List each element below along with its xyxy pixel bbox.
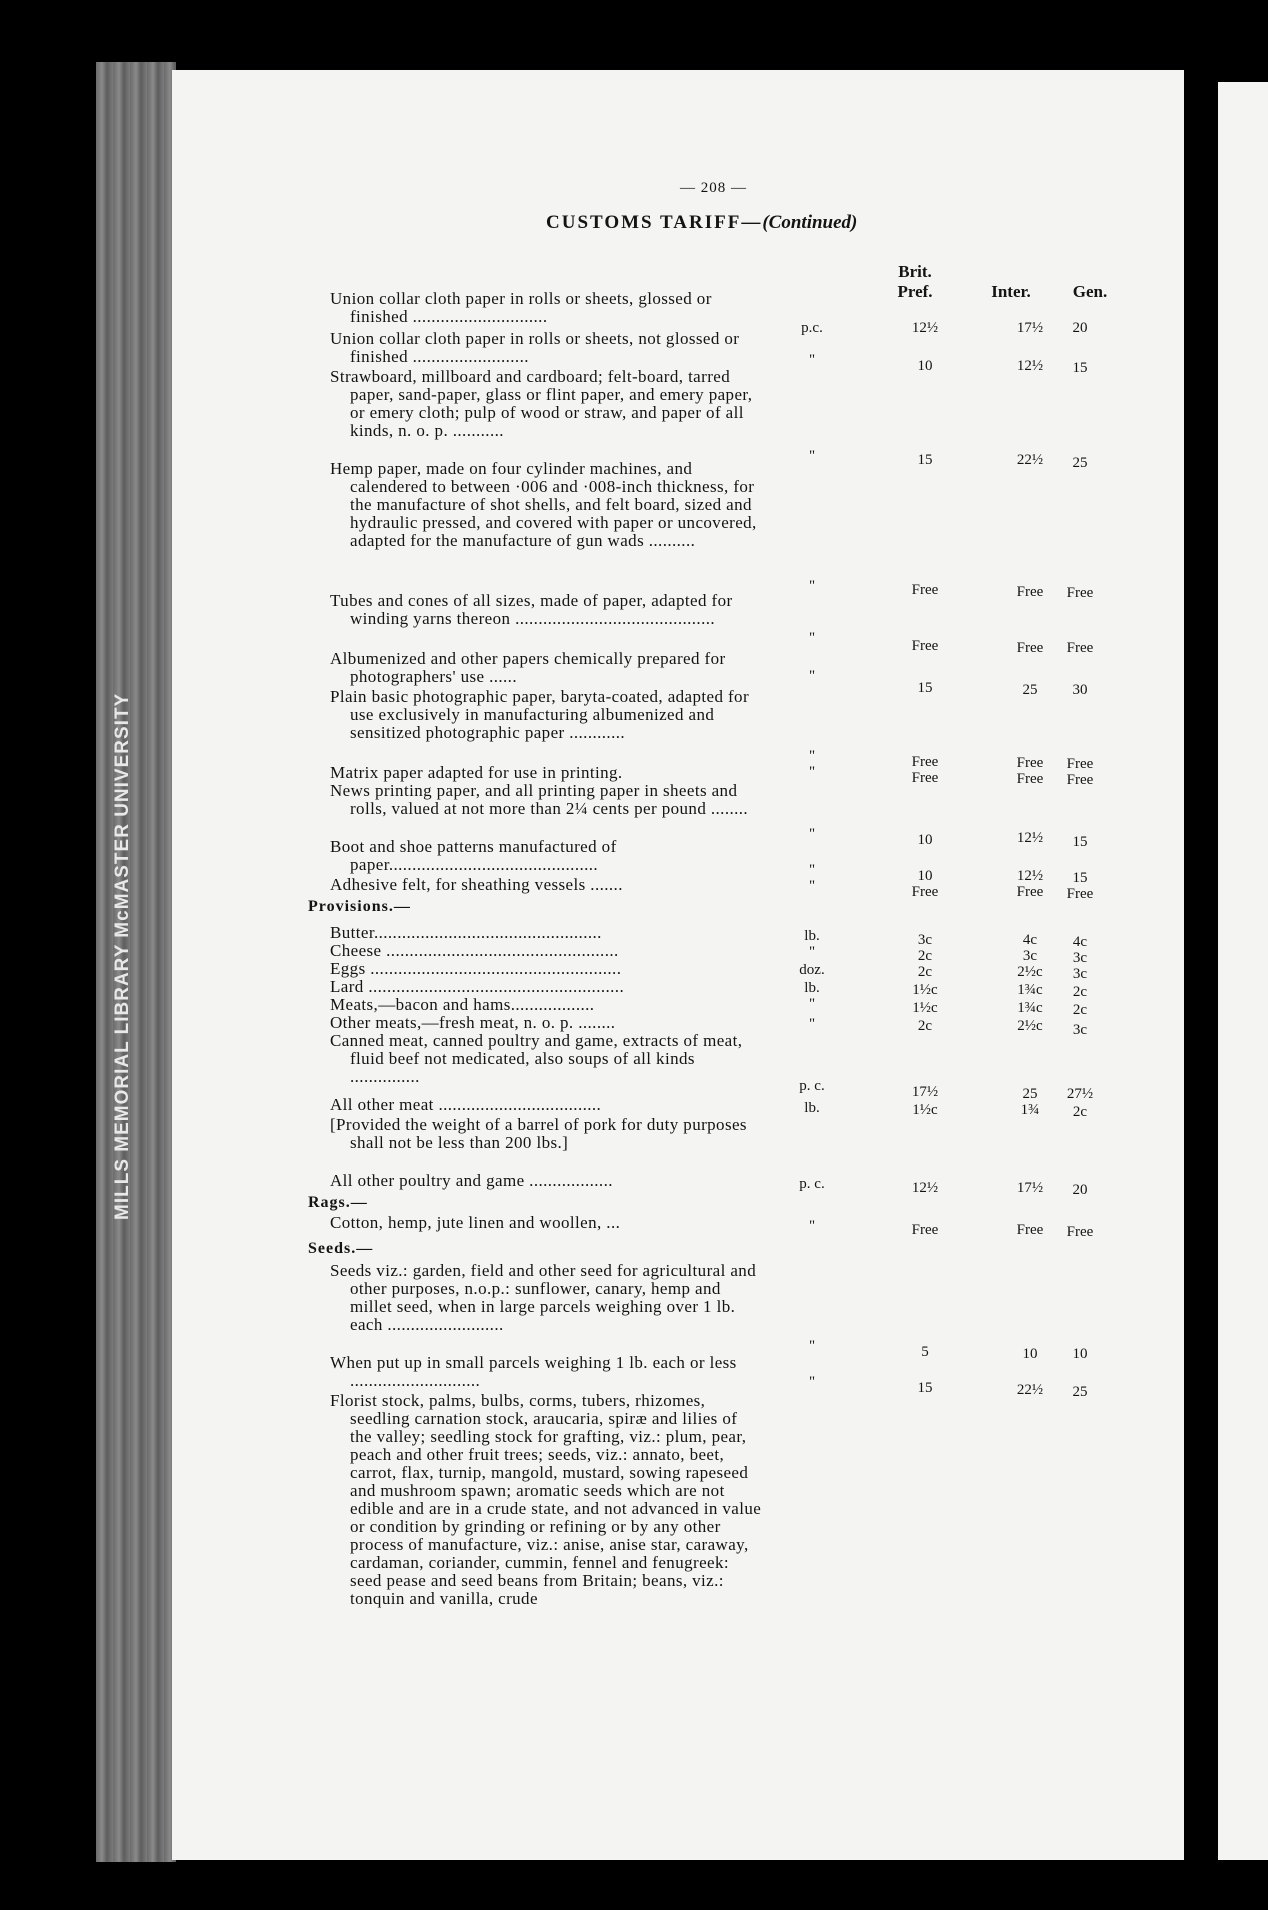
- entry-text: Lard .......................................................: [330, 977, 625, 996]
- gen-cell: Free: [1066, 1224, 1094, 1240]
- brit-cell: 15: [917, 680, 933, 696]
- inter-cell: 10: [1022, 1346, 1038, 1362]
- section-heading: Provisions.—: [308, 898, 411, 915]
- inter-cell: 2½c: [1017, 1018, 1043, 1034]
- entry-text: Butter.................................................: [330, 923, 602, 942]
- gen-cell: 30: [1072, 682, 1088, 698]
- inter-cell: Free: [1016, 640, 1044, 656]
- gen-cell: Free: [1066, 772, 1094, 788]
- unit-cell: ": [808, 748, 816, 764]
- brit-cell: Free: [911, 1222, 939, 1238]
- inter-cell: 12½: [1016, 830, 1044, 846]
- inter-cell: 22½: [1016, 452, 1044, 468]
- tariff-entry: [330, 368, 762, 440]
- gen-cell: 15: [1072, 360, 1088, 376]
- brit-cell: Free: [911, 754, 939, 770]
- page-number: — 208 —: [680, 180, 747, 196]
- gen-cell: 25: [1072, 455, 1088, 471]
- entry-text: Florist stock, palms, bulbs, corms, tubers, rhizomes, seedling carnation stock, araucaria, spiræ and lilies of the valley; seedling stock for grafting, viz.: plum, pear, peach and other fruit trees; seeds, viz.: annato, beet, carrot, flax, turnip, mangold, mustard, sowing rapeseed and mushroom spawn; aromatic seeds which are not edible and are in a crude state, and not advanced in value or condition by grinding or refining or by any other process of manufacture, viz.: anise, anise star, caraway, cardaman, coriander, cummin, fennel and fenugreek: seed pease and seed beans from Britain; beans, viz.: tonquin and vanilla, crude: [330, 1391, 762, 1608]
- gen-cell: Free: [1066, 886, 1094, 902]
- unit-cell: p. c.: [799, 1176, 825, 1192]
- facing-page-edge: [1218, 82, 1268, 1860]
- entry-text: News printing paper, and all printing paper in sheets and rolls, valued at not more than 2¼ cents per pound ........: [330, 781, 749, 818]
- tariff-entry: [330, 942, 762, 960]
- tariff-entry: [330, 1096, 762, 1114]
- unit-cell: ": [808, 862, 816, 878]
- unit-cell: p. c.: [799, 1078, 825, 1094]
- inter-cell: Free: [1016, 884, 1044, 900]
- section-heading: Seeds.—: [308, 1240, 374, 1257]
- entry-text: Plain basic photographic paper, baryta-coated, adapted for use exclusively in manufacturing albumenized and sensitized photographic paper ............: [330, 687, 750, 742]
- brit-cell: Free: [911, 770, 939, 786]
- entry-text: Seeds viz.: garden, field and other seed for agricultural and other purposes, n.o.p.: sunflower, canary, hemp and millet seed, when in large parcels weighing over 1 lb. each .........................: [330, 1261, 757, 1334]
- page-title: [546, 212, 857, 234]
- entry-text: Hemp paper, made on four cylinder machines, and calendered to between ·006 and ·008-inch thickness, for the manufacture of shot shells, and felt board, sized and hydraulic pressed, and covered with paper or uncovered, adapted for the manufacture of gun wads ..........: [330, 459, 757, 550]
- entry-text: All other poultry and game ..................: [330, 1171, 613, 1190]
- brit-cell: 17½: [911, 1084, 939, 1100]
- entry-text: Meats,—bacon and hams..................: [330, 995, 595, 1014]
- unit-cell: ": [808, 826, 816, 842]
- entry-text: Tubes and cones of all sizes, made of paper, adapted for winding yarns thereon ...........................................: [330, 591, 733, 628]
- gen-cell: 25: [1072, 1384, 1088, 1400]
- inter-cell: Free: [1016, 771, 1044, 787]
- tariff-entry: [330, 1214, 762, 1232]
- gen-cell: 2c: [1072, 1002, 1088, 1018]
- inter-cell: 1¾: [1020, 1102, 1040, 1118]
- brit-cell: 15: [917, 452, 933, 468]
- inter-cell: 22½: [1016, 1382, 1044, 1398]
- brit-cell: 3c: [917, 932, 933, 948]
- tariff-entry: [330, 876, 762, 894]
- entry-text: Union collar cloth paper in rolls or sheets, not glossed or finished .........................: [330, 329, 740, 366]
- entry-text: Eggs ......................................................: [330, 959, 622, 978]
- brit-cell: 1½c: [912, 982, 938, 998]
- inter-cell: 2½c: [1017, 964, 1043, 980]
- title-continued: (Continued): [762, 212, 858, 233]
- gen-cell: 27½: [1066, 1086, 1094, 1102]
- unit-cell: ": [808, 352, 816, 368]
- brit-cell: Free: [911, 582, 939, 598]
- col-header-inter: Inter.: [991, 282, 1031, 301]
- gen-cell: 2c: [1072, 984, 1088, 1000]
- brit-cell: 1½c: [912, 1000, 938, 1016]
- unit-cell: ": [808, 668, 816, 684]
- brit-cell: 12½: [911, 1180, 939, 1196]
- unit-cell: lb.: [804, 1100, 820, 1116]
- entry-text: Cotton, hemp, jute linen and woollen, ...: [330, 1213, 621, 1232]
- gen-cell: Free: [1066, 585, 1094, 601]
- inter-cell: 4c: [1022, 932, 1038, 948]
- entry-text: Albumenized and other papers chemically prepared for photographers' use ......: [330, 649, 726, 686]
- tariff-entry: [330, 1032, 762, 1086]
- unit-cell: ": [808, 630, 816, 646]
- tariff-entry: [330, 688, 762, 742]
- unit-cell: ": [808, 878, 816, 894]
- inter-cell: 1¾c: [1017, 1000, 1043, 1016]
- entry-text: Union collar cloth paper in rolls or sheets, glossed or finished .............................: [330, 289, 712, 326]
- library-stamp: MILLS MEMORIAL LIBRARY McMASTER UNIVERSITY: [112, 692, 133, 1220]
- tariff-entry: [330, 960, 762, 978]
- unit-cell: doz.: [799, 962, 825, 978]
- col-header-gen: Gen.: [1072, 282, 1108, 301]
- unit-cell: lb.: [804, 980, 820, 996]
- entry-text: Other meats,—fresh meat, n. o. p. ........: [330, 1013, 616, 1032]
- tariff-entry: [330, 460, 762, 550]
- tariff-entry: [330, 290, 762, 326]
- brit-cell: 10: [917, 832, 933, 848]
- inter-cell: 12½: [1016, 868, 1044, 884]
- unit-cell: ": [808, 578, 816, 594]
- unit-cell: ": [808, 996, 816, 1012]
- inter-cell: 12½: [1016, 358, 1044, 374]
- unit-cell: ": [808, 944, 816, 960]
- inter-cell: 25: [1022, 1086, 1038, 1102]
- unit-cell: ": [808, 1016, 816, 1032]
- inter-cell: 25: [1022, 682, 1038, 698]
- brit-cell: 12½: [911, 320, 939, 336]
- inter-cell: Free: [1016, 755, 1044, 771]
- entry-text: Boot and shoe patterns manufactured of paper.............................................: [330, 837, 617, 874]
- tariff-entry: [330, 924, 762, 942]
- unit-cell: ": [808, 1374, 816, 1390]
- inter-cell: 17½: [1016, 1180, 1044, 1196]
- inter-cell: Free: [1016, 584, 1044, 600]
- brit-cell: 5: [921, 1344, 929, 1360]
- brit-cell: 15: [917, 1380, 933, 1396]
- entry-text: When put up in small parcels weighing 1 lb. each or less ............................: [330, 1353, 737, 1390]
- tariff-entry: [330, 592, 762, 628]
- gen-cell: Free: [1066, 640, 1094, 656]
- gen-cell: 20: [1072, 1182, 1088, 1198]
- gen-cell: Free: [1066, 756, 1094, 772]
- brit-cell: 2c: [917, 948, 933, 964]
- tariff-entry: [330, 978, 762, 996]
- tariff-entry: [330, 330, 762, 366]
- gen-cell: 15: [1072, 834, 1088, 850]
- inter-cell: 1¾c: [1017, 982, 1043, 998]
- brit-cell: Free: [911, 884, 939, 900]
- gen-cell: 2c: [1072, 1104, 1088, 1120]
- tariff-entry: [330, 1014, 762, 1032]
- gen-cell: 3c: [1072, 966, 1088, 982]
- unit-cell: ": [808, 448, 816, 464]
- gen-cell: 20: [1072, 320, 1088, 336]
- entry-text: All other meat ...................................: [330, 1095, 602, 1114]
- unit-cell: p.c.: [801, 320, 823, 336]
- brit-cell: Free: [911, 638, 939, 654]
- gen-cell: 4c: [1072, 934, 1088, 950]
- entry-text: Matrix paper adapted for use in printing.: [330, 763, 623, 782]
- tariff-entry: [330, 838, 762, 874]
- brit-cell: 2c: [917, 1018, 933, 1034]
- entry-text: Canned meat, canned poultry and game, extracts of meat, fluid beef not medicated, also soups of all kinds ...............: [330, 1031, 743, 1086]
- entry-text: Cheese ..................................................: [330, 941, 619, 960]
- brit-cell: 1½c: [912, 1102, 938, 1118]
- tariff-entry: [330, 782, 762, 818]
- tariff-entry: [330, 1172, 762, 1190]
- brit-cell: 10: [917, 868, 933, 884]
- gen-cell: 15: [1072, 870, 1088, 886]
- inter-cell: 17½: [1016, 320, 1044, 336]
- gen-cell: 3c: [1072, 1022, 1088, 1038]
- tariff-note: [330, 1116, 762, 1152]
- entry-text: Strawboard, millboard and cardboard; felt-board, tarred paper, sand-paper, glass or flint paper, and emery paper, or emery cloth; pulp of wood or straw, and paper of all kinds, n. o. p. ...........: [330, 367, 753, 440]
- entry-text: [Provided the weight of a barrel of pork for duty purposes shall not be less than 200 lbs.]: [330, 1115, 747, 1152]
- unit-cell: lb.: [804, 928, 820, 944]
- tariff-entry: [330, 764, 762, 782]
- unit-cell: ": [808, 764, 816, 780]
- inter-cell: Free: [1016, 1222, 1044, 1238]
- gen-cell: 10: [1072, 1346, 1088, 1362]
- gen-cell: 3c: [1072, 950, 1088, 966]
- brit-cell: 10: [917, 358, 933, 374]
- entry-text: Adhesive felt, for sheathing vessels .......: [330, 875, 623, 894]
- section-heading: Rags.—: [308, 1194, 368, 1211]
- unit-cell: ": [808, 1218, 816, 1234]
- brit-cell: 2c: [917, 964, 933, 980]
- tariff-entry: [330, 650, 762, 686]
- col-header-brit: Brit. Pref.: [897, 262, 933, 301]
- inter-cell: 3c: [1022, 948, 1038, 964]
- unit-cell: ": [808, 1338, 816, 1354]
- tariff-entry: [330, 1392, 762, 1608]
- title-main: CUSTOMS TARIFF—: [546, 212, 763, 233]
- tariff-entry: [330, 1262, 762, 1334]
- tariff-entry: [330, 996, 762, 1014]
- tariff-entry: [330, 1354, 762, 1390]
